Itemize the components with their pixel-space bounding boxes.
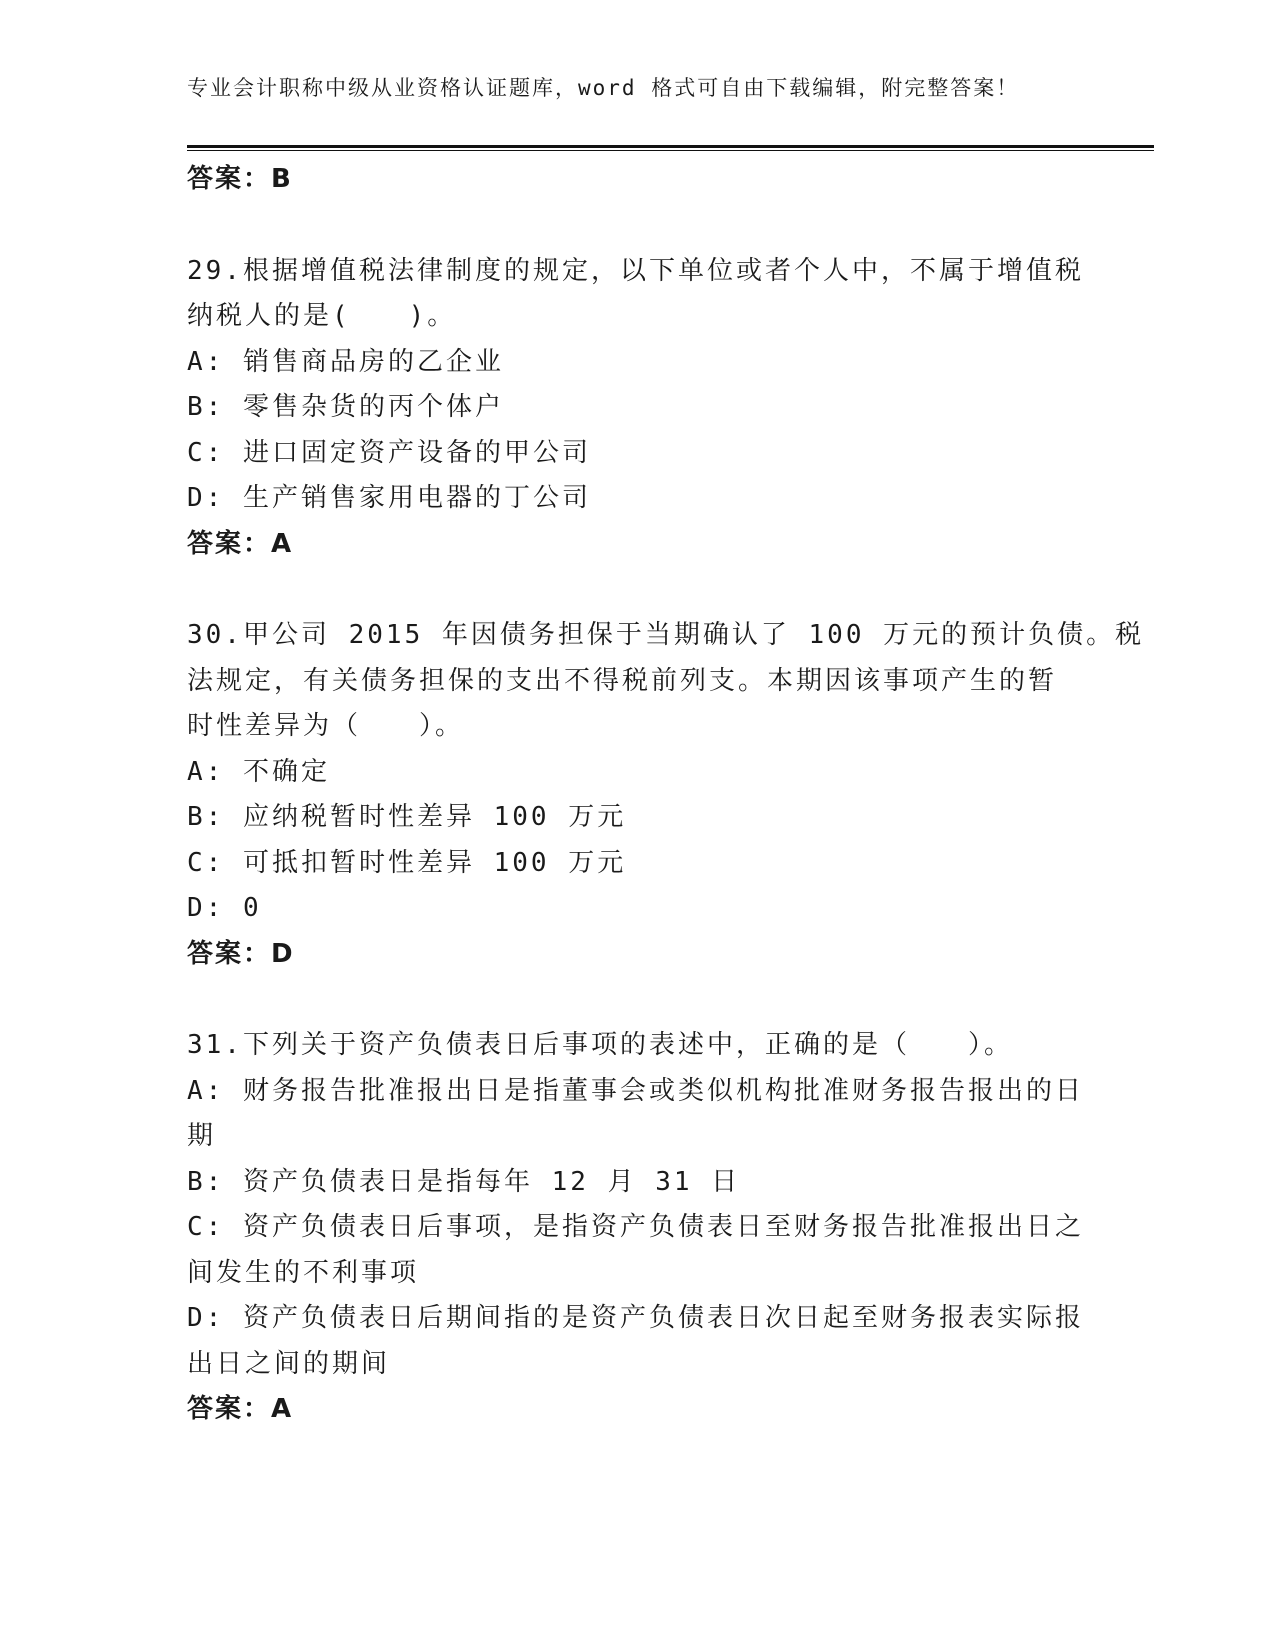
question-30 bbox=[187, 613, 1145, 977]
option-d-cont: 出日之间的期间 bbox=[187, 1348, 391, 1379]
option-a: A: 销售商品房的乙企业 bbox=[187, 346, 504, 377]
option-a: A: 不确定 bbox=[187, 756, 330, 787]
option-b: B: 资产负债表日是指每年 12 月 31 日 bbox=[187, 1166, 741, 1197]
option-d: D: 生产销售家用电器的丁公司 bbox=[187, 483, 591, 513]
previous-answer: 答案：B bbox=[187, 164, 293, 194]
option-c-cont: 间发生的不利事项 bbox=[187, 1257, 420, 1288]
question-text: 31.下列关于资产负债表日后事项的表述中，正确的是（ ）。 bbox=[187, 1030, 1013, 1060]
answer: 答案：D bbox=[187, 938, 295, 969]
option-a: A: 财务报告批准报出日是指董事会或类似机构批准财务报告报出的日 bbox=[187, 1075, 1084, 1106]
question-text: 29.根据增值税法律制度的规定，以下单位或者个人中，不属于增值税 bbox=[187, 255, 1084, 286]
option-a-cont: 期 bbox=[187, 1121, 217, 1151]
option-c: C: 资产负债表日后事项，是指资产负债表日至财务报告批准报出日之 bbox=[187, 1212, 1084, 1242]
question-text: 30.甲公司 2015 年因债务担保于当期确认了 100 万元的预计负债。税 bbox=[187, 620, 1145, 650]
option-c: C: 可抵扣暂时性差异 100 万元 bbox=[187, 847, 627, 878]
question-text: 纳税人的是( )。 bbox=[187, 301, 457, 331]
answer: 答案：A bbox=[187, 528, 294, 559]
option-d: D: 资产负债表日后期间指的是资产负债表日次日起至财务报表实际报 bbox=[187, 1303, 1084, 1333]
option-b: B: 应纳税暂时性差异 100 万元 bbox=[187, 802, 627, 832]
answer: 答案：A bbox=[187, 1394, 294, 1424]
page-header: 专业会计职称中级从业资格认证题库，word 格式可自由下载编辑，附完整答案！ bbox=[187, 76, 1020, 100]
question-text: 时性差异为（ ）。 bbox=[187, 711, 465, 741]
question-31 bbox=[187, 1023, 1087, 1433]
option-b: B: 零售杂货的丙个体户 bbox=[187, 392, 504, 422]
header-rule bbox=[187, 145, 1154, 151]
question-29 bbox=[187, 249, 1087, 568]
question-text: 法规定，有关债务担保的支出不得税前列支。本期因该事项产生的暂 bbox=[187, 665, 1058, 696]
option-c: C: 进口固定资产设备的甲公司 bbox=[187, 437, 591, 468]
option-d: D: 0 bbox=[187, 893, 262, 923]
question-content bbox=[187, 157, 1145, 1433]
